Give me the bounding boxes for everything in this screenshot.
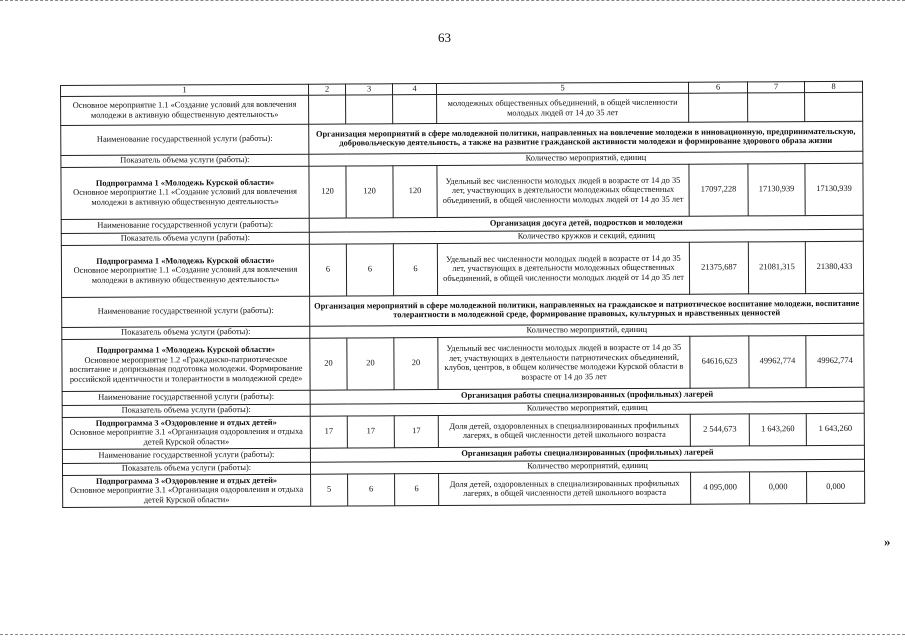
value-col-6: 17097,228 xyxy=(689,163,748,215)
col-header-2: 2 xyxy=(308,84,345,95)
indicator-description: Удельный вес численности молодых людей в возрасте от 14 до 35 лет, участвующих в деятельности молодежных общественных объединений, в общей численности молодых людей от 14 до 35 лет xyxy=(437,242,689,295)
col-header-8: 8 xyxy=(804,81,862,92)
table-row xyxy=(62,293,864,327)
table-row xyxy=(63,471,865,507)
value-col-8: 49962,774 xyxy=(806,335,864,387)
value-col-6: 2 544,673 xyxy=(690,413,749,445)
subprogram-cell xyxy=(63,474,311,507)
value-col-4 xyxy=(393,94,437,123)
volume-indicator-label: Показатель объема услуги (работы): xyxy=(62,462,310,475)
value-col-8: 0,000 xyxy=(807,471,865,503)
scan-top-edge xyxy=(0,0,905,4)
col-header-5: 5 xyxy=(436,82,688,94)
volume-indicator-value: Количество кружков и секций, единиц xyxy=(309,229,863,244)
value-col-3: 6 xyxy=(348,473,395,505)
volume-indicator-value: Количество мероприятий, единиц xyxy=(310,459,864,474)
value-col-4: 17 xyxy=(394,415,438,447)
service-name-label: Наименование государственной услуги (работы): xyxy=(61,124,309,155)
subprogram-title: Подпрограмма 1 «Молодежь Курской области» xyxy=(96,344,276,355)
main-activity-text: Основное мероприятие 3.1 «Организация оздоровления и отдыха детей Курской области» xyxy=(69,426,303,447)
service-name-label: Наименование государственной услуги (работы): xyxy=(62,390,310,405)
value-col-6: 64616,623 xyxy=(690,335,749,387)
volume-indicator-value: Количество мероприятий, единиц xyxy=(309,151,863,166)
subprogram-cell xyxy=(62,338,310,391)
continuation-mark: » xyxy=(884,534,891,549)
value-col-3: 6 xyxy=(346,243,393,295)
main-activity-text: Основное мероприятие 1.1 «Создание условий для вовлечения молодежи в активную общественную деятельность» xyxy=(73,265,298,285)
subprogram-title: Подпрограмма 1 «Молодежь Курской области» xyxy=(96,255,275,266)
value-col-8: 21380,433 xyxy=(805,241,863,293)
volume-indicator-label: Показатель объема услуги (работы): xyxy=(61,232,309,245)
value-col-2: 120 xyxy=(309,166,346,218)
value-col-4: 6 xyxy=(393,243,437,295)
volume-indicator-label: Показатель объема услуги (работы): xyxy=(62,404,310,417)
col-header-7: 7 xyxy=(747,82,804,93)
value-col-8: 17130,939 xyxy=(805,163,863,215)
service-name-value: Организация мероприятий в сфере молодежной политики, направленных на гражданское и патриотическое воспитание молодежи, воспитание толерантности в молодежной среде, формирование правовых, культурных и нравственных ценностей xyxy=(310,293,864,326)
indicator-description: Удельный вес численности молодых людей в возрасте от 14 до 35 лет, участвующих в деятельности молодежных общественных объединений, в общей численности молодых людей от 14 до 35 лет xyxy=(437,164,689,217)
col-header-4: 4 xyxy=(392,84,436,95)
value-col-7: 21081,315 xyxy=(748,241,805,293)
value-col-7: 17130,939 xyxy=(748,163,805,215)
value-col-7: 0,000 xyxy=(750,471,807,503)
table-row xyxy=(61,92,863,125)
service-name-value: Организация работы специализированных (профильных) лагерей xyxy=(310,387,864,404)
table-row xyxy=(61,163,863,219)
activity-cell: Основное мероприятие 1.1 «Создание условий для вовлечения молодежи в активную общественную деятельность» xyxy=(61,95,309,125)
table-row xyxy=(62,335,864,391)
service-name-value: Организация работы специализированных (профильных) лагерей xyxy=(310,445,864,462)
subprogram-title: Подпрограмма 3 «Оздоровление и отдых детей» xyxy=(95,417,277,428)
value-col-2 xyxy=(309,95,346,124)
value-col-3: 20 xyxy=(347,337,394,389)
service-name-label: Наименование государственной услуги (работы): xyxy=(62,296,310,327)
value-col-4: 6 xyxy=(395,473,439,505)
main-activity-text: Основное мероприятие 1.1 «Создание условий для вовлечения молодежи в активную общественную деятельность» xyxy=(73,187,297,207)
value-col-2: 17 xyxy=(310,416,347,448)
services-table xyxy=(60,81,865,508)
scan-bottom-edge xyxy=(0,634,905,638)
value-col-3 xyxy=(346,94,393,123)
col-header-1: 1 xyxy=(61,84,309,96)
value-col-8: 1 643,260 xyxy=(806,413,864,445)
subprogram-title: Подпрограмма 3 «Оздоровление и отдых детей» xyxy=(96,475,278,486)
value-col-3: 120 xyxy=(346,165,393,217)
indicator-description: Доля детей, оздоровленных в специализированных профильных лагерях, в общей численности детей школьного возраста xyxy=(438,414,690,447)
main-activity-text: Основное мероприятие 1.2 «Гражданско-патриотическое воспитание и допризывная подготовка молодежи. Формирование российской идентичности и толерантности в молодежной среде» xyxy=(69,354,303,384)
value-col-2: 5 xyxy=(311,473,348,505)
value-col-7: 49962,774 xyxy=(749,335,806,387)
value-col-6: 4 095,000 xyxy=(691,471,750,503)
subprogram-cell xyxy=(61,244,309,297)
value-col-3: 17 xyxy=(347,415,394,447)
page-number: 63 xyxy=(438,30,451,45)
service-name-label: Наименование государственной услуги (работы): xyxy=(62,448,310,463)
volume-indicator-label: Показатель объема услуги (работы): xyxy=(62,326,310,339)
subprogram-cell xyxy=(62,416,310,449)
indicator-description: Удельный вес численности молодых людей в возрасте от 14 до 35 лет, участвующих в деятельности патриотических объединений, клубов, центров, в общем количестве молодежи Курской области в возрасте от 14 до 35 лет xyxy=(438,336,690,389)
main-activity-text: Основное мероприятие 3.1 «Организация оздоровления и отдыха детей Курской области» xyxy=(70,484,304,505)
volume-indicator-label: Показатель объема услуги (работы): xyxy=(61,154,309,167)
value-col-8 xyxy=(805,92,863,121)
value-col-7 xyxy=(748,92,805,121)
value-col-4: 120 xyxy=(393,165,437,217)
value-col-2: 6 xyxy=(309,244,346,296)
indicator-description: Доля детей, оздоровленных в специализированных профильных лагерях, в общей численности детей школьного возраста xyxy=(439,472,691,505)
value-col-6 xyxy=(689,92,748,121)
value-col-6: 21375,687 xyxy=(689,241,748,293)
value-col-2: 20 xyxy=(310,338,347,390)
service-name-value: Организация досуга детей, подростков и молодежи xyxy=(309,215,863,232)
table-row xyxy=(61,121,863,155)
service-name-label: Наименование государственной услуги (работы): xyxy=(61,218,309,233)
table-row xyxy=(62,413,864,449)
col-header-3: 3 xyxy=(345,84,392,95)
indicator-description: молодежных общественных объединений, в общей численности молодых людей от 14 до 35 лет xyxy=(437,93,689,123)
service-name-value: Организация мероприятий в сфере молодежной политики, направленных на вовлечение молодежи в инновационную, предпринимательскую, добровольческую деятельность, а также на развитие гражданской активности молодежи и формирование здорового образа жизни xyxy=(309,121,863,154)
table-row xyxy=(61,241,863,297)
subprogram-cell xyxy=(61,166,309,219)
value-col-7: 1 643,260 xyxy=(749,413,806,445)
volume-indicator-value: Количество мероприятий, единиц xyxy=(310,323,864,338)
col-header-6: 6 xyxy=(688,82,747,93)
value-col-4: 20 xyxy=(394,337,438,389)
volume-indicator-value: Количество мероприятий, единиц xyxy=(310,401,864,416)
subprogram-title: Подпрограмма 1 «Молодежь Курской области» xyxy=(95,177,275,188)
